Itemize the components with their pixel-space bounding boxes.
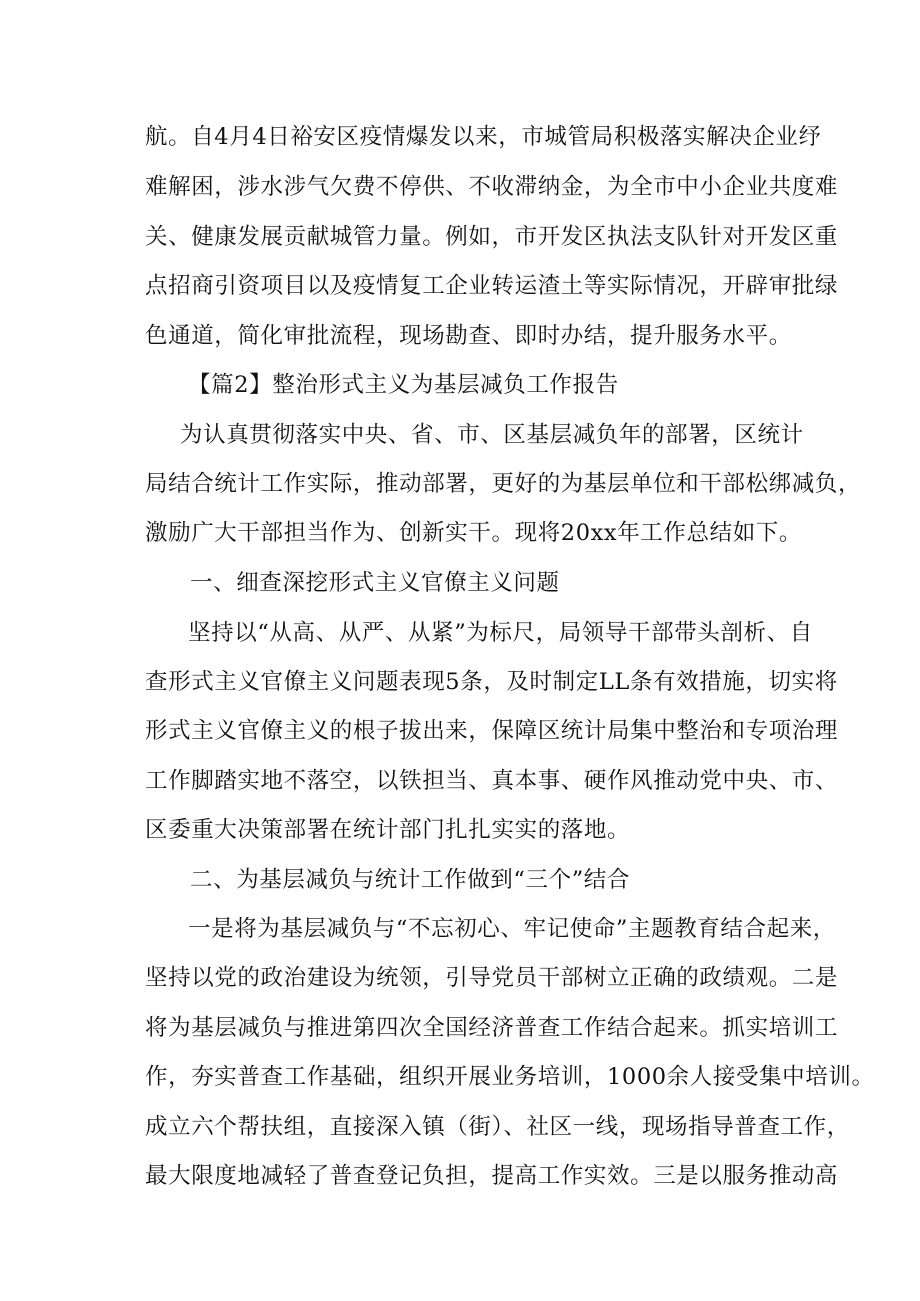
paragraph-line: 最大限度地减轻了普查登记负担，提高工作实效。三是以服务推动高 — [145, 1163, 839, 1189]
paragraph-line: 为认真贯彻落实中央、省、市、区基层减负年的部署，区统计 — [180, 422, 804, 448]
paragraph-line: 关、健康发展贡献城管力量。例如，市开发区执法支队针对开发区重 — [145, 224, 839, 250]
paragraph-line: 局结合统计工作实际，推动部署，更好的为基层单位和干部松绑减负， — [145, 471, 862, 497]
paragraph-line: 一是将为基层减负与“不忘初心、牢记使命”主题教育结合起来， — [188, 916, 836, 942]
article-title: 【篇2】整治形式主义为基层减负工作报告 — [188, 372, 619, 398]
paragraph-line: 作，夯实普查工作基础，组织开展业务培训，1000余人接受集中培训。 — [145, 1064, 875, 1090]
paragraph-line: 难解困，涉水涉气欠费不停供、不收滞纳金，为全市中小企业共度难 — [145, 174, 839, 200]
paragraph-line: 区委重大决策部署在统计部门扎扎实实的落地。 — [145, 817, 631, 843]
paragraph-line: 激励广大干部担当作为、创新实干。现将20xx年工作总结如下。 — [145, 520, 803, 546]
paragraph-line: 将为基层减负与推进第四次全国经济普查工作结合起来。抓实培训工 — [145, 1015, 839, 1041]
paragraph-line: 点招商引资项目以及疫情复工企业转运渣土等实际情况，开辟审批绿 — [145, 273, 839, 299]
paragraph-line: 色通道，简化审批流程，现场勘查、即时办结，提升服务水平。 — [145, 323, 792, 349]
paragraph-line: 成立六个帮扶组，直接深入镇（街）、社区一线，现场指导普查工作， — [145, 1114, 850, 1140]
section-heading: 二、为基层减负与统计工作做到“三个”结合 — [190, 867, 631, 893]
paragraph-line: 工作脚踏实地不落空，以铁担当、真本事、硬作风推动党中央、市、 — [145, 768, 839, 794]
paragraph-line: 航。自4月4日裕安区疫情爆发以来，市城管局积极落实解决企业纾 — [145, 124, 822, 150]
paragraph-line: 坚持以“从高、从严、从紧”为标尺，局领导干部带头剖析、自 — [188, 620, 813, 646]
paragraph-line: 坚持以党的政治建设为统领，引导党员干部树立正确的政绩观。二是 — [145, 965, 839, 991]
paragraph-line: 查形式主义官僚主义问题表现5条，及时制定LL条有效措施，切实将 — [145, 669, 838, 695]
section-heading: 一、细查深挖形式主义官僚主义问题 — [190, 570, 560, 596]
paragraph-line: 形式主义官僚主义的根子拔出来，保障区统计局集中整治和专项治理 — [145, 718, 839, 744]
